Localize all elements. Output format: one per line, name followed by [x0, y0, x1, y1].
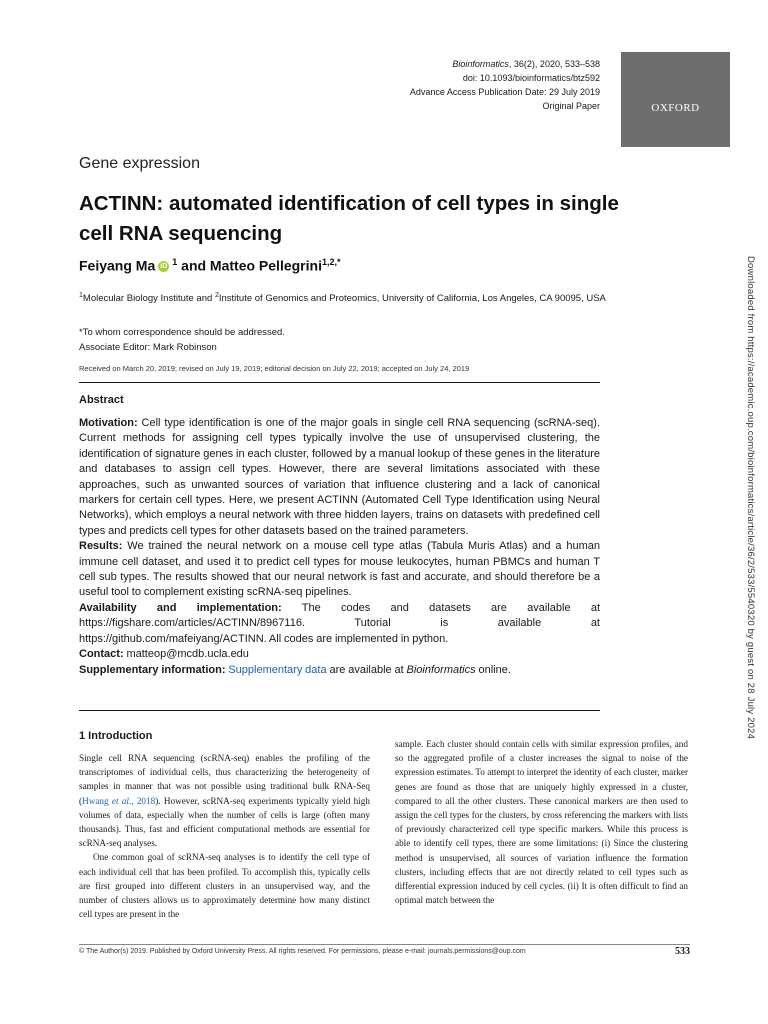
doi[interactable]: doi: 10.1093/bioinformatics/btz592: [462, 73, 600, 83]
intro-text: ). However, scRNA-seq experiments typically yield high volumes of data, especially when the number of cells is large (often many thousands). Thus, fast and efficient computational methods are essential for scRNA-seq analyses.: [79, 795, 370, 849]
results-label: Results:: [79, 540, 123, 553]
author-name: Feiyang Ma: [79, 257, 156, 274]
availability-text: The codes and datasets are available at https://figshare.com/articles/ACTINN/8967116. Tutorial is available at https://github.com/mafeiyang/ACTINN. All codes are implemented in python.: [79, 601, 601, 645]
author-affiliation-sup: 1,2,*: [321, 257, 341, 267]
abstract-motivation: [79, 416, 600, 539]
citation-year: , 2018: [131, 795, 156, 806]
intro-right-column: [395, 737, 688, 907]
affiliation: [79, 288, 609, 306]
footer-rule: [79, 944, 690, 945]
supplementary-data-link[interactable]: Supplementary data: [228, 663, 327, 676]
orcid-icon[interactable]: iD: [160, 263, 168, 271]
associate-editor: Associate Editor: Mark Robinson: [79, 342, 217, 353]
author-list: [79, 257, 340, 274]
citation-link[interactable]: [82, 796, 155, 806]
abstract-supplementary: [79, 663, 600, 678]
contact-label: Contact:: [79, 648, 124, 661]
advance-access-date: Advance Access Publication Date: 29 July 2019: [409, 87, 600, 97]
intro-paragraph: [79, 751, 370, 850]
oxford-logo: [621, 52, 730, 147]
download-note: [740, 256, 758, 776]
author-name: and Matteo Pellegrini: [177, 257, 322, 274]
citation-author: Hwang: [82, 795, 112, 806]
oxford-logo-text: OXFORD: [651, 102, 700, 114]
correspondence-block: [79, 325, 285, 355]
abstract-contact: [79, 647, 600, 662]
correspondence-note: *To whom correspondence should be addressed.: [79, 327, 285, 338]
introduction-heading: 1 Introduction: [79, 730, 153, 742]
abstract-top-rule: [79, 382, 600, 383]
affiliation-sup: 1: [79, 292, 83, 299]
abstract-bottom-rule: [79, 710, 600, 711]
intro-left-column: [79, 751, 370, 921]
journal-citation: [380, 57, 600, 71]
section-heading: Gene expression: [79, 155, 200, 172]
author-affiliation-sup: 1: [172, 257, 178, 267]
availability-label: Availability and implementation:: [79, 601, 282, 614]
download-note-text: Downloaded from https://academic.oup.com/bioinformatics/article/36/2/533/5540320 by guest on 28 July 2024: [745, 256, 756, 740]
intro-text: Single cell RNA sequencing (scRNA-seq) enables the profiling of the transcriptomes of individual cells, thus characterizing the heterogeneity of samples in manner that was not possible using traditional bulk RNA-Seq (: [79, 753, 370, 806]
affiliation-text: Institute of Genomics and Proteomics, University of California, Los Angeles, CA 90095, USA: [218, 293, 606, 305]
received-dates: Received on March 20, 2019; revised on July 19, 2019; editorial decision on July 22, 2019; accepted on July 24, 2019: [79, 364, 470, 373]
motivation-text: Cell type identification is one of the major goals in single cell RNA sequencing (scRNA-seq). Current methods for assigning cell types typically involve the use of unsupervised clustering, the identification of signature genes in each cluster, followed by a manual lookup of these genes in the literature and databases to assign cell types. However, there are several limitations associated with these approaches, such as unwanted sources of variation that influence clustering and a lack of canonical markers for certain cell types. Here, we present ACTINN (Automated Cell Type Identification using Neural Networks), which employs a neural network with three hidden layers, trains on datasets with predefined cell types and predicts cell types for other datasets based on the trained parameters.: [79, 417, 600, 537]
supplementary-text: are available at: [326, 663, 407, 676]
abstract-results: [79, 539, 600, 601]
page-number: 533: [675, 946, 690, 957]
copyright-notice: © The Author(s) 2019. Published by Oxford University Press. All rights reserved. For permissions, please e-mail: journals.permissions@oup.com: [79, 948, 526, 955]
intro-paragraph: sample. Each cluster should contain cells with similar expression profiles, and so the aggregated profile of a cluster increases the signal to noise of the expression estimates. To attempt to interpret the identity of each cluster, marker genes are found as those that are uniquely highly expressed in a cluster, compared to all the other clusters. These canonical markers are then used to assign the cell types for the clusters, by cross referencing the markers with lists of previously characterized cell type specific markers. While this process is able to identify cell types, there are some limitations: (i) Since the clustering method is unsupervised, all sources of variation influence the formation clusters, including effects that are not directly related to cell types such as differential expression induced by cell cycles. (ii) It is often difficult to find an optimal match between the: [395, 739, 688, 906]
abstract-availability: [79, 601, 600, 647]
article-type: Original Paper: [542, 101, 600, 111]
journal-name: Bioinformatics: [452, 59, 509, 69]
paper-title: ACTINN: automated identification of cell types in single cell RNA sequencing: [79, 192, 619, 245]
intro-paragraph: One common goal of scRNA-seq analyses is to identify the cell type of each individual cell that has been profiled. To accomplish this, typically cells are first grouped into different clusters in an unsupervised way, and the number of clusters allows us to approximately determine how many distinct cell types are present in the: [79, 852, 370, 920]
contact-email[interactable]: matteop@mcdb.ucla.edu: [123, 648, 249, 661]
affiliation-sup: 2: [214, 292, 219, 299]
supplementary-journal: Bioinformatics: [406, 663, 476, 676]
abstract-body: [79, 416, 600, 678]
supplementary-text-end: online.: [475, 663, 511, 676]
journal-volume: , 36(2), 2020, 533–538: [508, 59, 600, 69]
affiliation-text: Molecular Biology Institute and: [82, 293, 215, 305]
motivation-label: Motivation:: [79, 417, 138, 429]
results-text: We trained the neural network on a mouse cell type atlas (Tabula Muris Atlas) and a human immune cell dataset, and used it to predict cell types for mouse leukocytes, human PBMCs and human T cell sub types. The results showed that our neural network is fast and accurate, and should therefore be a useful tool to complement existing scRNA-seq pipelines.: [79, 540, 600, 599]
abstract-heading: Abstract: [79, 394, 124, 406]
citation-etal: et al.: [111, 795, 132, 806]
supplementary-label: Supplementary information:: [79, 663, 226, 676]
